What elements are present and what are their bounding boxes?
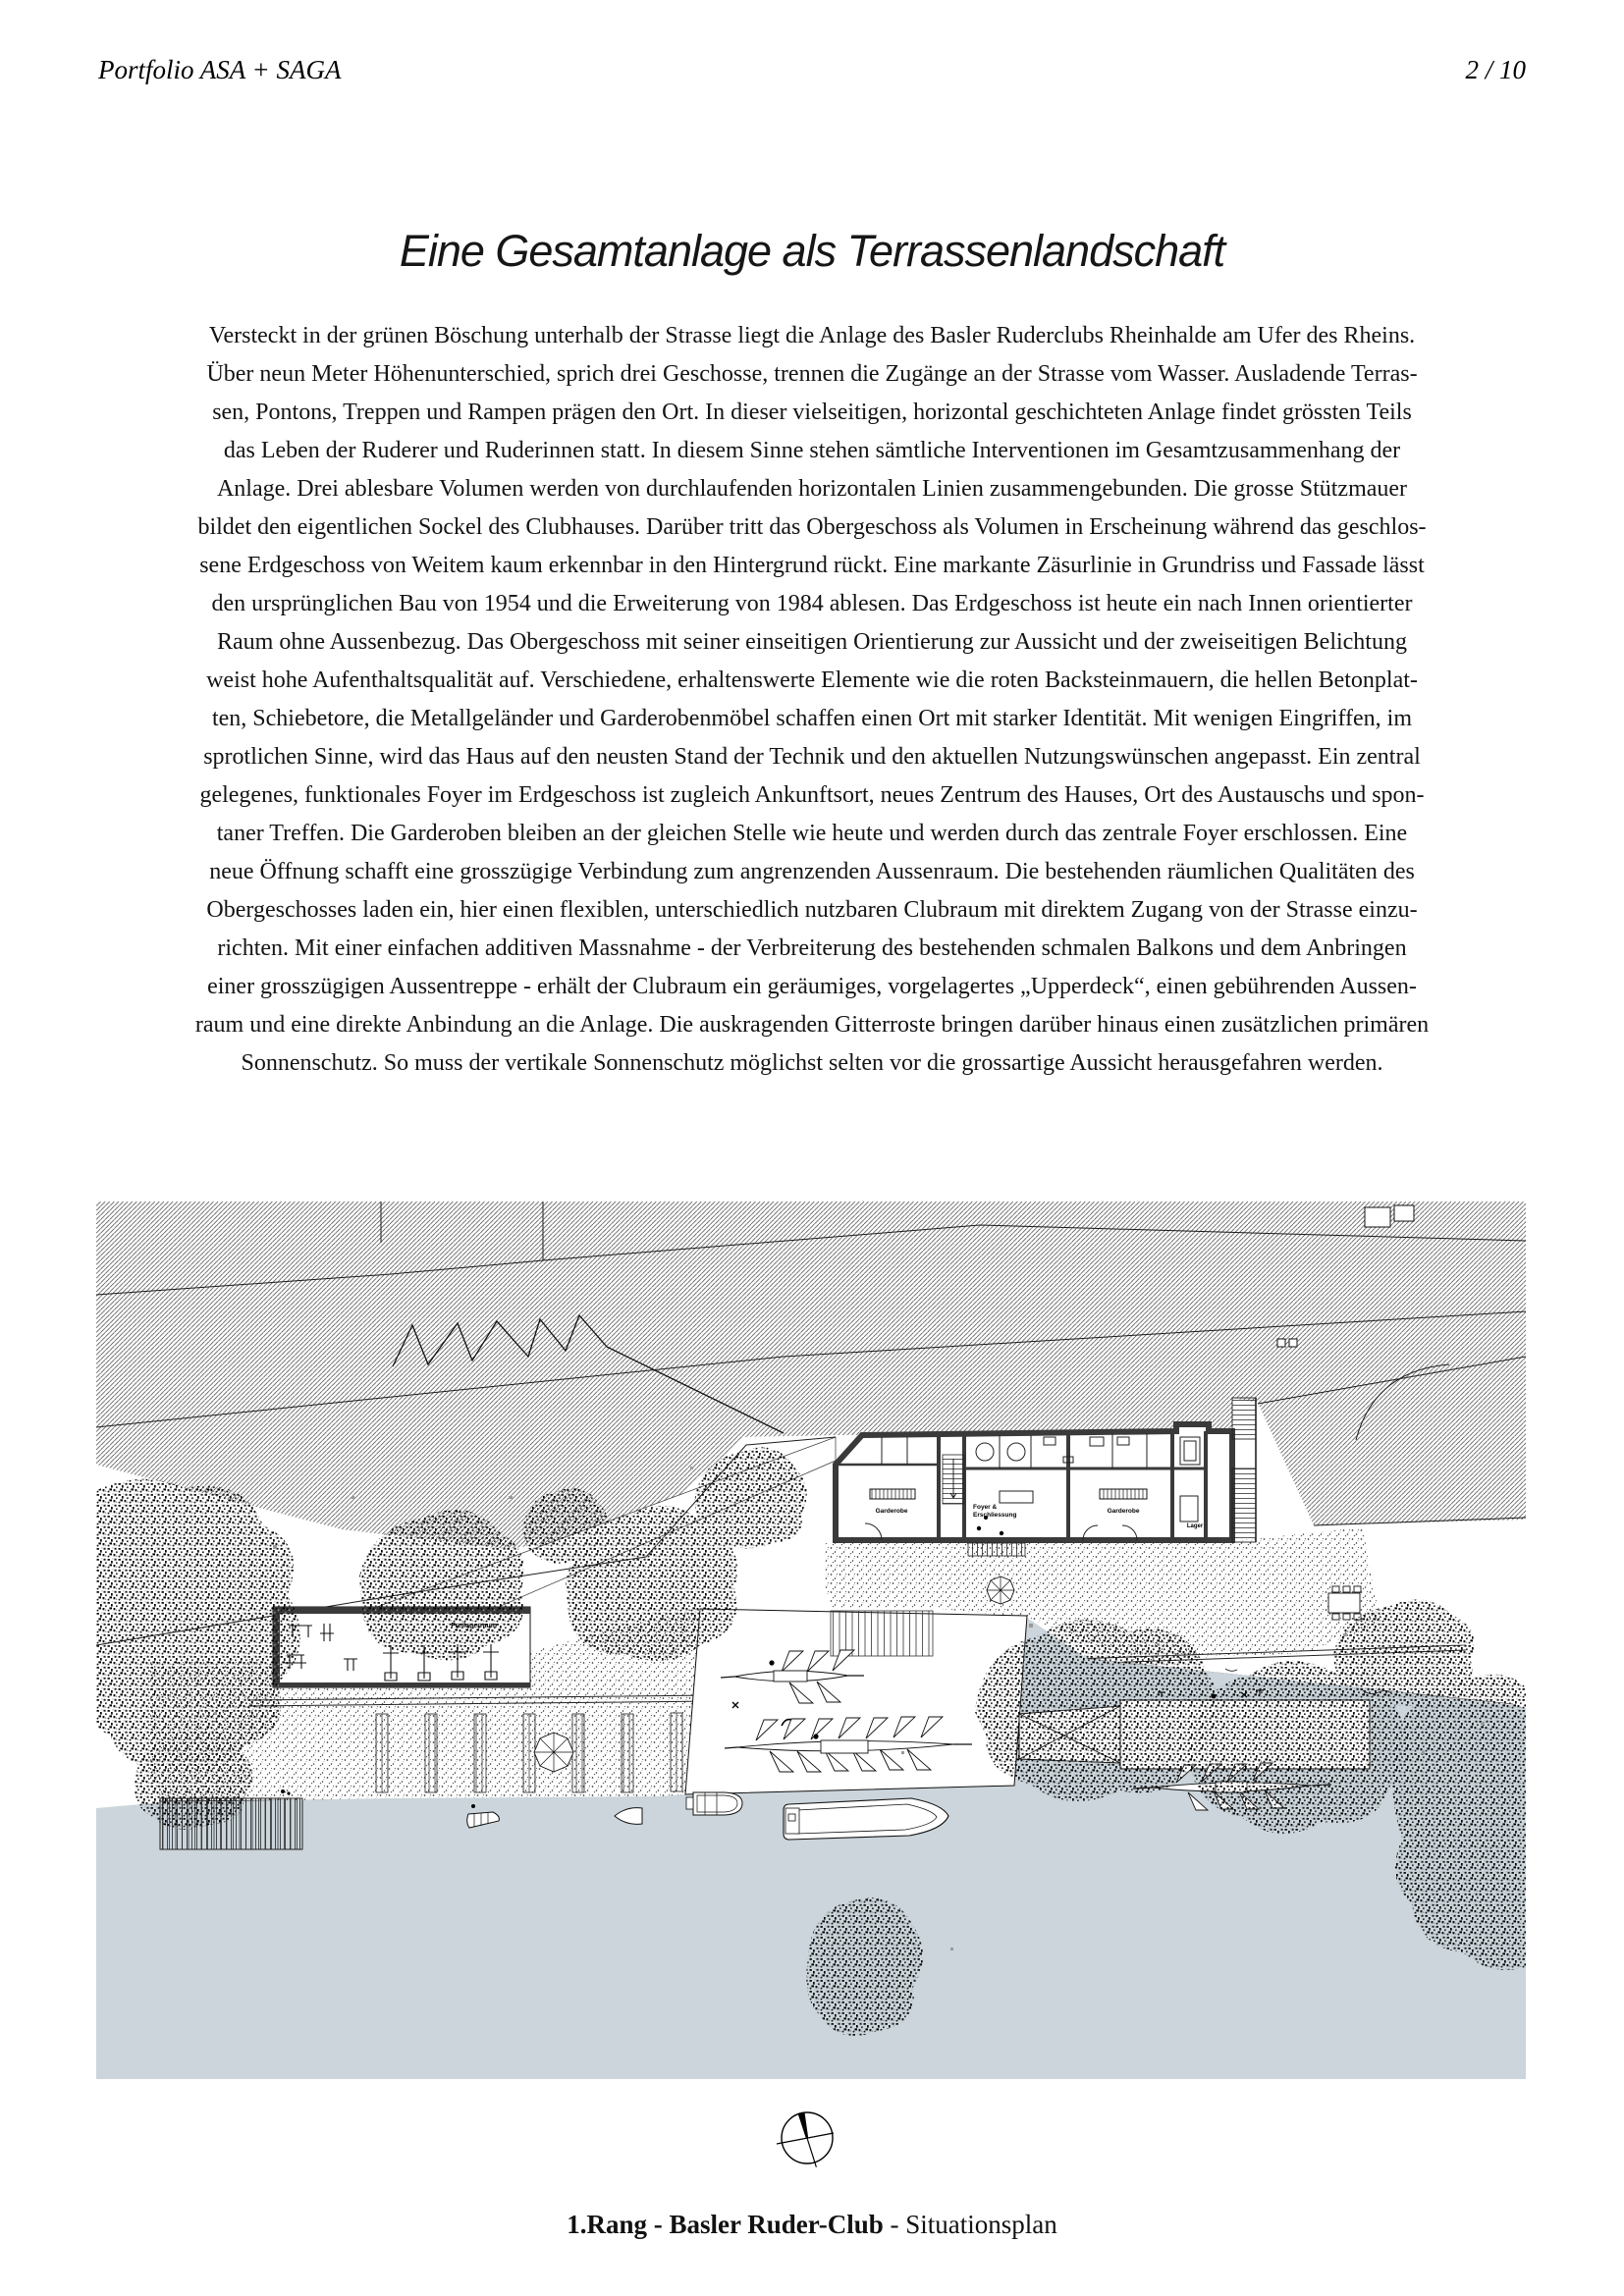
body-line: sene Erdgeschoss von Weitem kaum erkennbar in den Hintergrund rückt. Eine markante Zäsurlinie in Grundriss und Fassade lässt — [199, 553, 1425, 578]
page-number: 2 / 10 — [1465, 55, 1526, 84]
plan-caption — [0, 2210, 1624, 2240]
body-line: gelegenes, funktionales Foyer im Erdgeschoss ist zugleich Ankunftsort, neues Zentrum des Hauses, Ort des Austauschs und spon- — [199, 782, 1425, 808]
body-line: sprotlichen Sinne, wird das Haus auf den neusten Stand der Technik und den aktuellen Nutzungswünschen angepasst. Ein zentral — [203, 744, 1421, 770]
caption-type: - Situationsplan — [883, 2210, 1057, 2239]
body-line: Versteckt in der grünen Böschung unterhalb der Strasse liegt die Anlage des Basler Ruderclubs Rheinhalde am Ufer des Rheins. — [208, 323, 1416, 348]
body-line: raum und eine direkte Anbindung an die Anlage. Die auskragenden Gitterroste bringen darüber hinaus einen zusätzlichen primären — [194, 1012, 1430, 1038]
caption-rank: 1.Rang - Basler Ruder-Club — [567, 2210, 884, 2239]
body-text — [90, 317, 1534, 1083]
body-line: Obergeschosses laden ein, hier einen flexiblen, unterschiedlich nutzbaren Clubraum mit direktem Zugang von der Strasse einzu- — [206, 897, 1418, 923]
page-title: Eine Gesamtanlage als Terrassenlandschaft — [399, 226, 1225, 276]
site-plan-drawing — [96, 1201, 1526, 2079]
page-header — [98, 55, 1526, 85]
body-line: Sonnenschutz. So muss der vertikale Sonnenschutz möglichst selten vor die grossartige Aussicht herausgefahren werden. — [241, 1050, 1383, 1076]
body-line: sen, Pontons, Treppen und Rampen prägen den Ort. In dieser vielseitigen, horizontal geschichteten Anlage findet grössten Teils — [212, 400, 1412, 425]
body-line: Raum ohne Aussenbezug. Das Obergeschoss mit seiner einseitigen Orientierung zur Aussicht und der zweiseitigen Belichtung — [217, 629, 1407, 655]
body-line: neue Öffnung schafft eine grosszügige Verbindung zum angrenzenden Aussenraum. Die bestehenden räumlichen Qualitäten des — [209, 859, 1415, 884]
body-line: ten, Schiebetore, die Metallgeländer und Garderobenmöbel schaffen einen Ort mit starker Identität. Mit wenigen Eingriffen, im — [211, 706, 1413, 731]
north-compass-icon — [776, 2107, 839, 2169]
clubhouse-plan — [836, 1424, 1232, 1556]
body-line: einer grosszügigen Aussentreppe - erhält der Clubraum ein geräumiges, vorgelagertes „Upperdeck“, einen gebührenden Aussen- — [207, 974, 1417, 999]
body-line: taner Treffen. Die Garderoben bleiben an der gleichen Stelle wie heute und werden durch das zentrale Foyer erschlossen. Eine — [216, 821, 1408, 846]
body-line: bildet den eigentlichen Sockel des Clubhauses. Darüber tritt das Obergeschoss als Volumen in Erscheinung während das geschlos- — [197, 514, 1427, 540]
room-label-lager: Lager — [1186, 1523, 1204, 1529]
pontoon-stair — [831, 1611, 933, 1656]
exterior-stairs — [1232, 1398, 1256, 1542]
room-label-foyer-2: Erschliessung — [973, 1512, 1017, 1519]
body-line: Anlage. Drei ablesbare Volumen werden von durchlaufenden horizontalen Linien zusammengebunden. Die grosse Stützmauer — [216, 476, 1408, 502]
body-line: Über neun Meter Höhenunterschied, sprich drei Geschosse, trennen die Zugänge an der Strasse vom Wasser. Ausladende Terras- — [206, 361, 1418, 387]
room-label-garderobe-right: Garderobe — [1107, 1508, 1140, 1515]
body-line: den ursprünglichen Bau von 1954 und die Erweiterung von 1984 ablesen. Das Erdgeschoss ist heute ein nach Innen orientierter — [211, 591, 1413, 616]
clubhouse-stair — [943, 1455, 964, 1504]
room-label-foyer-1: Foyer & — [973, 1504, 998, 1511]
body-line: das Leben der Ruderer und Ruderinnen statt. In diesem Sinne stehen sämtliche Interventionen im Gesamtzusammenhang der — [223, 438, 1401, 463]
entrance-steps — [968, 1543, 1025, 1556]
body-line: richten. Mit einer einfachen additiven Massnahme - der Verbreiterung des bestehenden schmalen Balkons und dem Anbringen — [217, 935, 1407, 961]
body-line: weist hohe Aufenthaltsqualität auf. Verschiedene, erhaltenswerte Elemente wie die roten Backsteinmauern, die hellen Betonplat- — [206, 667, 1418, 693]
room-label-garderobe-left: Garderobe — [875, 1508, 908, 1515]
terrace-table — [1328, 1586, 1361, 1620]
header-left: Portfolio ASA + SAGA — [98, 55, 342, 84]
